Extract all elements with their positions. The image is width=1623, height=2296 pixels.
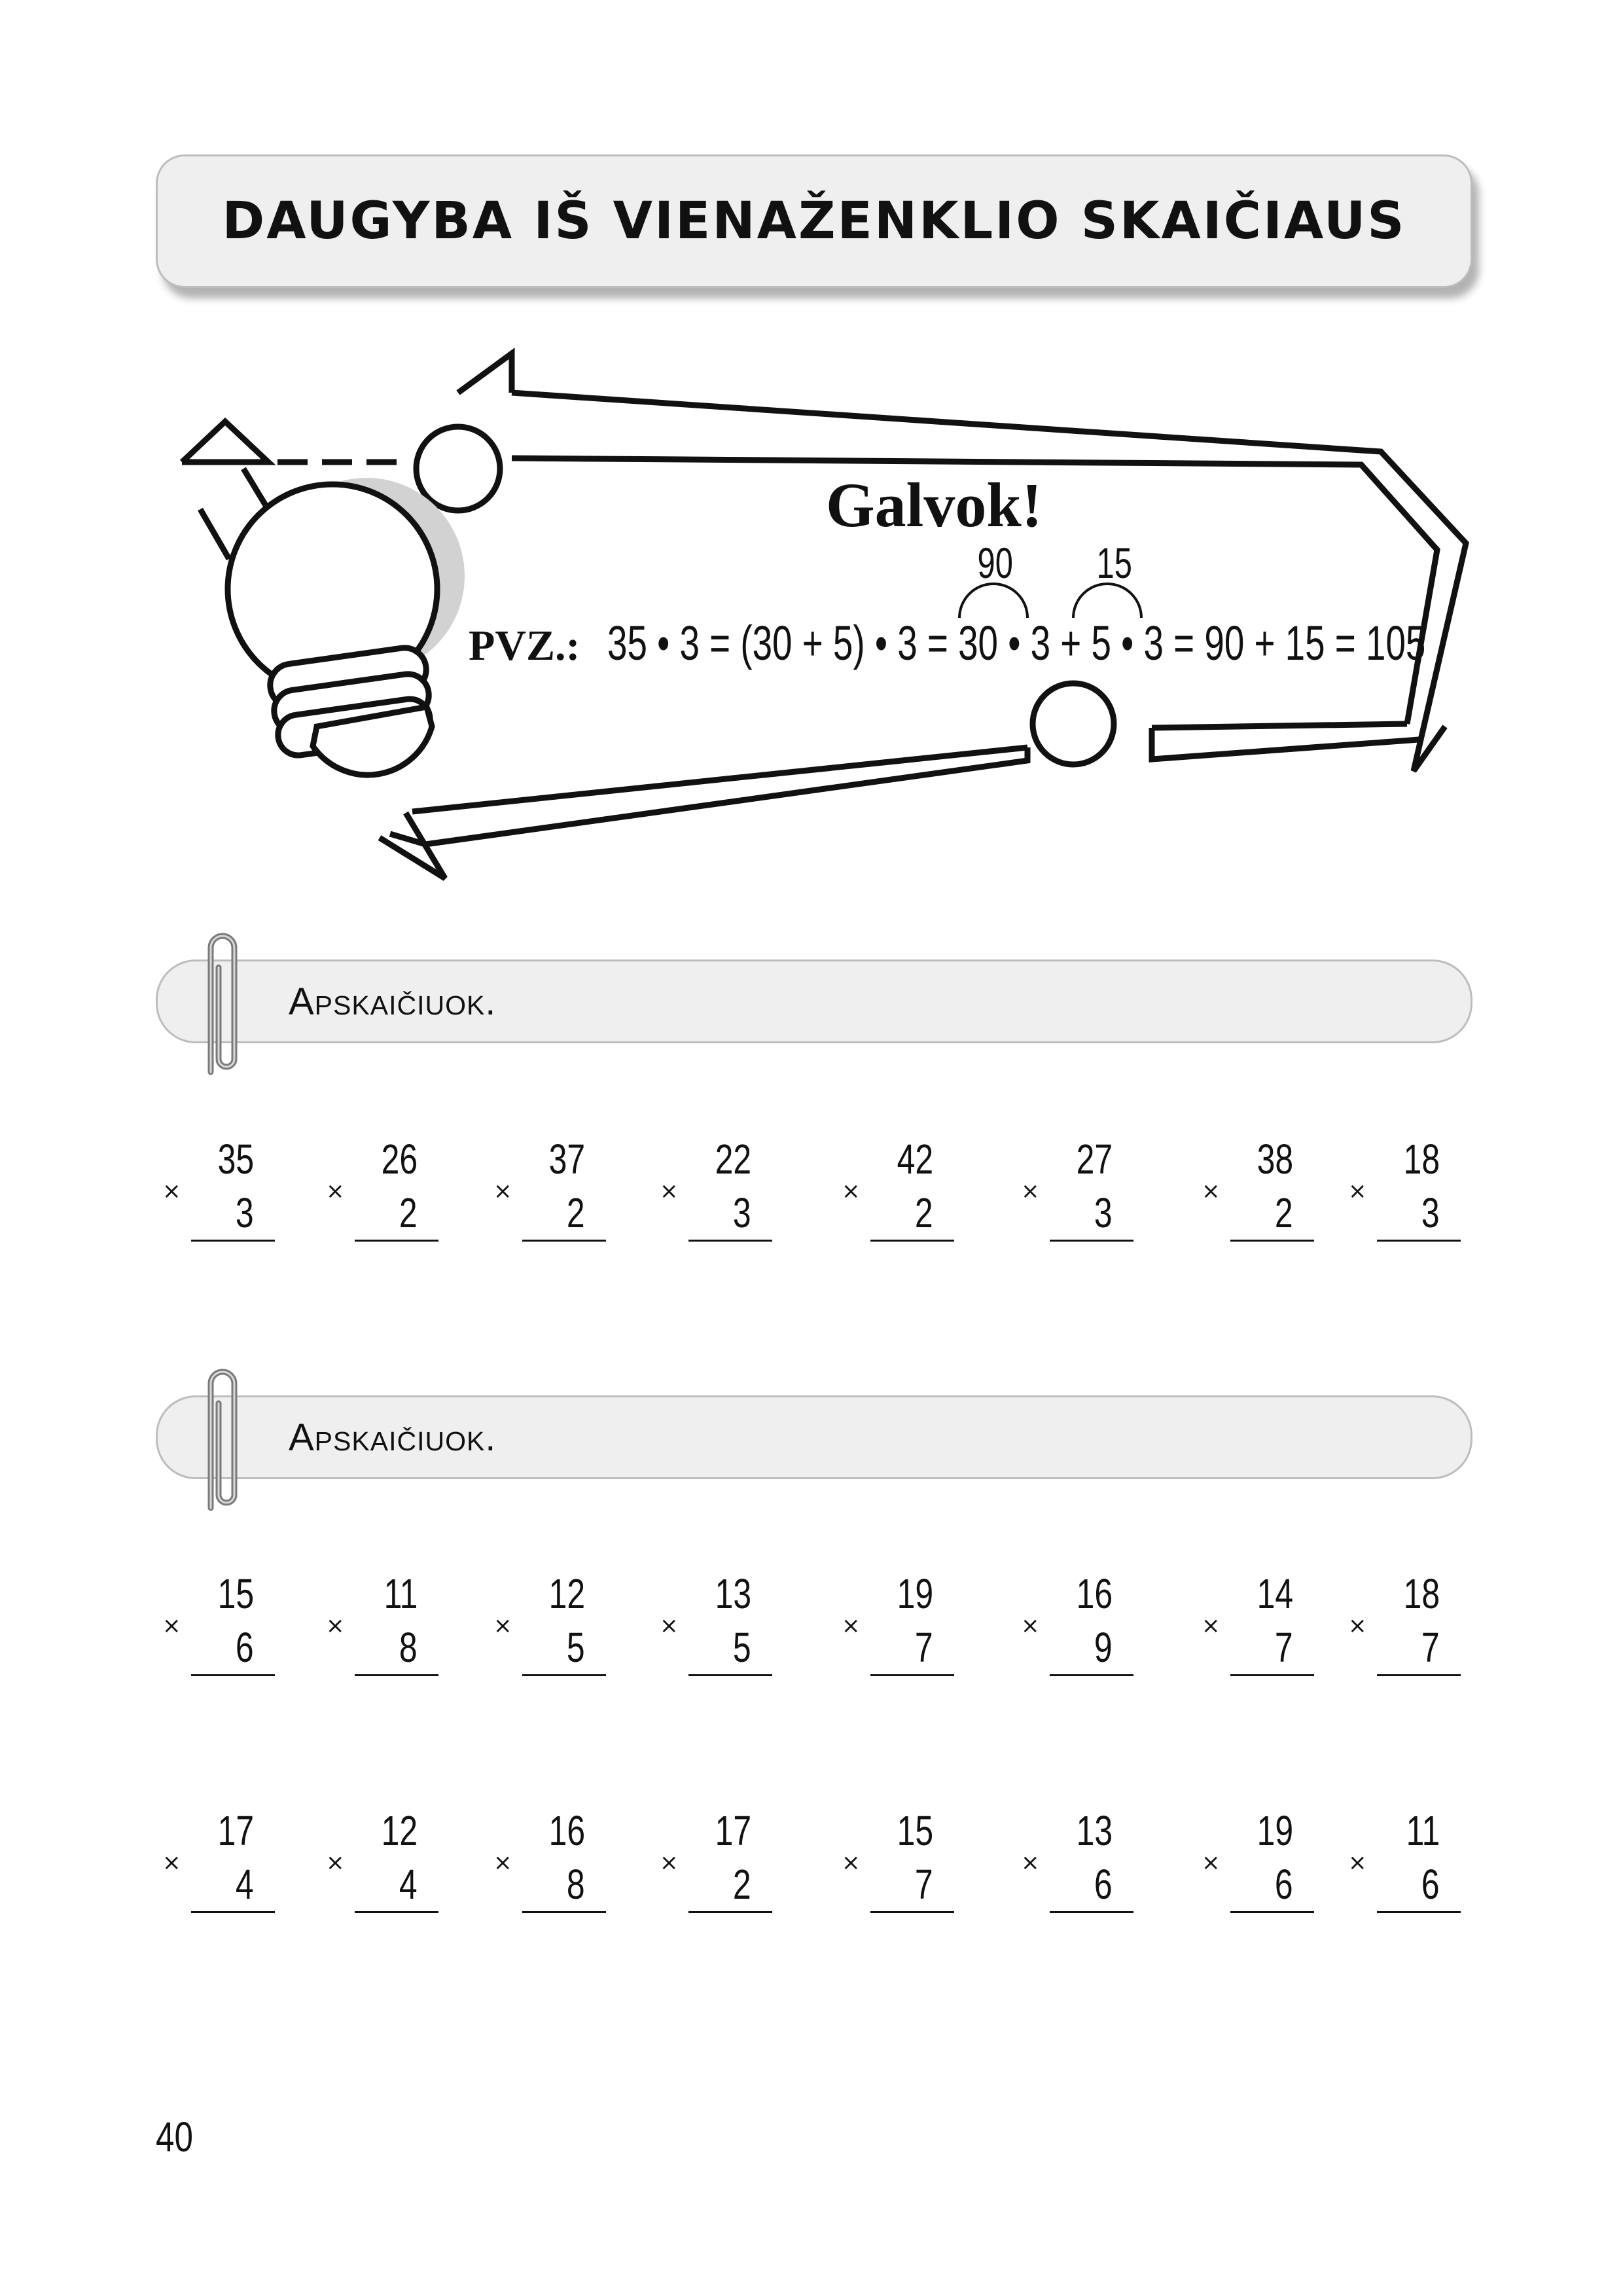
answer-line — [191, 1911, 275, 1913]
multiplicand: 13 — [1076, 1807, 1113, 1854]
multiplier: 7 — [1421, 1624, 1440, 1671]
answer-line — [1230, 1674, 1314, 1676]
multiply-sign: × — [842, 1850, 861, 1876]
multiplication-problem — [842, 1135, 953, 1246]
answer-line — [1377, 1674, 1461, 1676]
answer-line — [1230, 1240, 1314, 1242]
multiplier: 3 — [733, 1189, 751, 1236]
multiplier: 2 — [1275, 1189, 1293, 1236]
multiplier: 9 — [1094, 1624, 1113, 1671]
multiplicand: 38 — [1257, 1136, 1293, 1183]
multiplier: 2 — [733, 1861, 751, 1908]
multiplication-problem — [660, 1806, 771, 1918]
multiply-sign: × — [493, 1850, 512, 1876]
multiplicand: 15 — [217, 1570, 254, 1617]
answer-line — [522, 1911, 606, 1913]
multiplication-problem — [493, 1570, 605, 1681]
multiply-sign: × — [842, 1613, 861, 1639]
multiplier: 7 — [915, 1861, 933, 1908]
multiplier: 2 — [567, 1189, 585, 1236]
multiplication-problem — [1202, 1135, 1313, 1246]
multiplicand: 17 — [715, 1807, 751, 1854]
multiply-sign: × — [326, 1613, 345, 1639]
multiplicand: 19 — [1257, 1807, 1293, 1854]
multiplicand: 26 — [381, 1136, 418, 1183]
multiplier: 6 — [236, 1624, 254, 1671]
multiplicand: 37 — [548, 1136, 585, 1183]
multiplicand: 17 — [217, 1807, 254, 1854]
answer-line — [1050, 1240, 1133, 1242]
multiply-sign: × — [326, 1850, 345, 1876]
multiplication-problem — [162, 1570, 274, 1681]
multiplier: 3 — [1094, 1189, 1113, 1236]
answer-line — [870, 1911, 954, 1913]
multiplicand: 22 — [715, 1136, 751, 1183]
multiply-sign: × — [493, 1178, 512, 1204]
multiplication-problem — [660, 1135, 771, 1246]
multiply-sign: × — [1021, 1178, 1040, 1204]
multiplicand: 18 — [1403, 1136, 1440, 1183]
answer-line — [870, 1240, 954, 1242]
multiplication-problem — [1348, 1135, 1459, 1246]
multiply-sign: × — [162, 1613, 181, 1639]
answer-line — [355, 1240, 438, 1242]
instruction-banner-1 — [156, 960, 1472, 1043]
answer-line — [1377, 1240, 1461, 1242]
multiply-sign: × — [1202, 1850, 1221, 1876]
multiplier: 4 — [399, 1861, 418, 1908]
tip-frame-illustration — [0, 0, 1623, 929]
multiplier: 4 — [236, 1861, 254, 1908]
multiply-sign: × — [1021, 1613, 1040, 1639]
answer-line — [191, 1674, 275, 1676]
multiplication-problem — [660, 1570, 771, 1681]
answer-line — [1050, 1674, 1133, 1676]
multiplicand: 14 — [1257, 1570, 1293, 1617]
multiply-sign: × — [1202, 1178, 1221, 1204]
multiplication-problem — [326, 1135, 437, 1246]
instruction-text-1: Apskaičiuok. — [289, 980, 497, 1023]
multiplier: 6 — [1421, 1861, 1440, 1908]
multiplicand: 27 — [1076, 1136, 1113, 1183]
multiplication-problem — [1348, 1570, 1459, 1681]
multiply-sign: × — [162, 1178, 181, 1204]
multiply-sign: × — [326, 1178, 345, 1204]
answer-line — [1050, 1911, 1133, 1913]
multiply-sign: × — [162, 1850, 181, 1876]
multiply-sign: × — [660, 1613, 679, 1639]
multiply-sign: × — [493, 1613, 512, 1639]
multiply-sign: × — [842, 1178, 861, 1204]
answer-line — [688, 1911, 772, 1913]
partial-product-right: 15 — [1096, 539, 1132, 587]
partial-product-left: 90 — [977, 539, 1013, 587]
multiplication-problem — [493, 1135, 605, 1246]
multiplicand: 19 — [897, 1570, 933, 1617]
multiplier: 2 — [915, 1189, 933, 1236]
multiplicand: 12 — [548, 1570, 585, 1617]
tip-heading: Galvok! — [826, 470, 1043, 540]
multiplicand: 42 — [897, 1136, 933, 1183]
answer-line — [688, 1674, 772, 1676]
multiplier: 5 — [567, 1624, 585, 1671]
paperclip-icon — [196, 922, 249, 1085]
lightbulb-icon — [228, 478, 465, 775]
multiplier: 3 — [236, 1189, 254, 1236]
multiplier: 3 — [1421, 1189, 1440, 1236]
multiplier: 7 — [915, 1624, 933, 1671]
example-line — [469, 615, 1623, 671]
multiplicand: 11 — [1406, 1807, 1440, 1854]
circle-decor-bottom — [1033, 683, 1114, 764]
multiply-sign: × — [1021, 1850, 1040, 1876]
multiplication-problem — [162, 1806, 274, 1918]
multiplication-problem — [1021, 1806, 1132, 1918]
multiplier: 5 — [733, 1624, 751, 1671]
multiplication-problem — [162, 1135, 274, 1246]
multiplicand: 12 — [381, 1807, 418, 1854]
multiplication-problem — [326, 1570, 437, 1681]
answer-line — [688, 1240, 772, 1242]
multiplicand: 13 — [715, 1570, 751, 1617]
multiplication-problem — [1021, 1570, 1132, 1681]
answer-line — [522, 1240, 606, 1242]
multiplicand: 16 — [1076, 1570, 1113, 1617]
answer-line — [522, 1674, 606, 1676]
multiplier: 6 — [1275, 1861, 1293, 1908]
page-number: 40 — [156, 2113, 193, 2161]
multiplication-problem — [1202, 1570, 1313, 1681]
multiplier: 2 — [399, 1189, 418, 1236]
example-equation: 35 • 3 = (30 + 5) • 3 = 30 • 3 + 5 • 3 = 90 + 15 = 105 — [607, 616, 1426, 670]
multiplication-problem — [1348, 1806, 1459, 1918]
answer-line — [1377, 1911, 1461, 1913]
multiply-sign: × — [660, 1178, 679, 1204]
multiplier: 7 — [1275, 1624, 1293, 1671]
multiplication-problem — [842, 1806, 953, 1918]
multiplicand: 18 — [1403, 1570, 1440, 1617]
answer-line — [870, 1674, 954, 1676]
example-label: PVZ.: — [469, 622, 580, 670]
multiply-sign: × — [1348, 1850, 1367, 1876]
circle-decor-top — [416, 427, 500, 511]
multiply-sign: × — [1202, 1613, 1221, 1639]
multiply-sign: × — [1348, 1613, 1367, 1639]
multiplication-problem — [493, 1806, 605, 1918]
multiplication-problem — [326, 1806, 437, 1918]
answer-line — [191, 1240, 275, 1242]
multiplier: 8 — [567, 1861, 585, 1908]
multiplicand: 16 — [548, 1807, 585, 1854]
answer-line — [355, 1911, 438, 1913]
paperclip-icon — [196, 1357, 249, 1521]
multiply-sign: × — [1348, 1178, 1367, 1204]
multiplication-problem — [1202, 1806, 1313, 1918]
multiply-sign: × — [660, 1850, 679, 1876]
multiplicand: 35 — [217, 1136, 254, 1183]
multiplicand: 11 — [383, 1570, 418, 1617]
multiplier: 6 — [1094, 1861, 1113, 1908]
multiplier: 8 — [399, 1624, 418, 1671]
multiplication-problem — [842, 1570, 953, 1681]
instruction-text-2: Apskaičiuok. — [289, 1416, 497, 1459]
instruction-banner-2 — [156, 1395, 1472, 1479]
page-title: DAUGYBA IŠ VIENAŽENKLIO SKAIČIAUS — [222, 192, 1406, 251]
answer-line — [355, 1674, 438, 1676]
multiplication-problem — [1021, 1135, 1132, 1246]
multiplicand: 15 — [897, 1807, 933, 1854]
answer-line — [1230, 1911, 1314, 1913]
